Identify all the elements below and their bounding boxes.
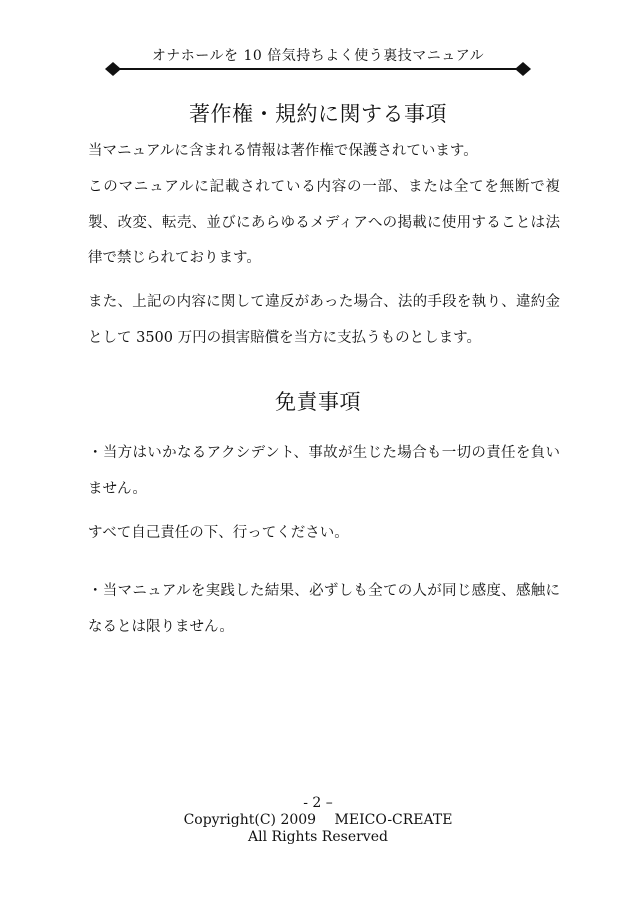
rights-reserved: All Rights Reserved: [248, 829, 388, 845]
copyright-notice: Copyright(C) 2009 MEICO-CREATE: [183, 812, 453, 828]
copyright-paragraph-1: 当マニュアルに含まれる情報は著作権で保護されています。: [88, 143, 478, 159]
copyright-heading: 著作権・規約に関する事項: [189, 102, 447, 126]
diamond-divider-line: [105, 62, 531, 76]
disclaimer-heading: 免責事項: [275, 390, 361, 414]
left-diamond-icon: [105, 62, 121, 76]
copyright-paragraph-3: また、上記の内容に関して違反があった場合、法的手段を執り、違約金として 3500 万円の損害賠償を当方に支払うものとします。: [88, 294, 560, 346]
document-header-title: オナホールを 10 倍気持ちよく使う裏技マニュアル: [151, 48, 485, 64]
page-number: - 2 –: [303, 795, 333, 811]
header-divider: [105, 62, 531, 76]
disclaimer-paragraph-3: ・当マニュアルを実践した結果、必ずしも全ての人が同じ感度、感触になるとは限りません。: [88, 583, 560, 635]
disclaimer-paragraph-2: すべて自己責任の下、行ってください。: [88, 525, 349, 541]
copyright-paragraph-2: このマニュアルに記載されている内容の一部、または全てを無断で複製、改変、転売、並びにあらゆるメディアへの掲載に使用することは法律で禁じられております。: [88, 179, 560, 266]
disclaimer-paragraph-1: ・当方はいかなるアクシデント、事故が生じた場合も一切の責任を負いません。: [88, 445, 560, 497]
right-diamond-icon: [515, 62, 531, 76]
